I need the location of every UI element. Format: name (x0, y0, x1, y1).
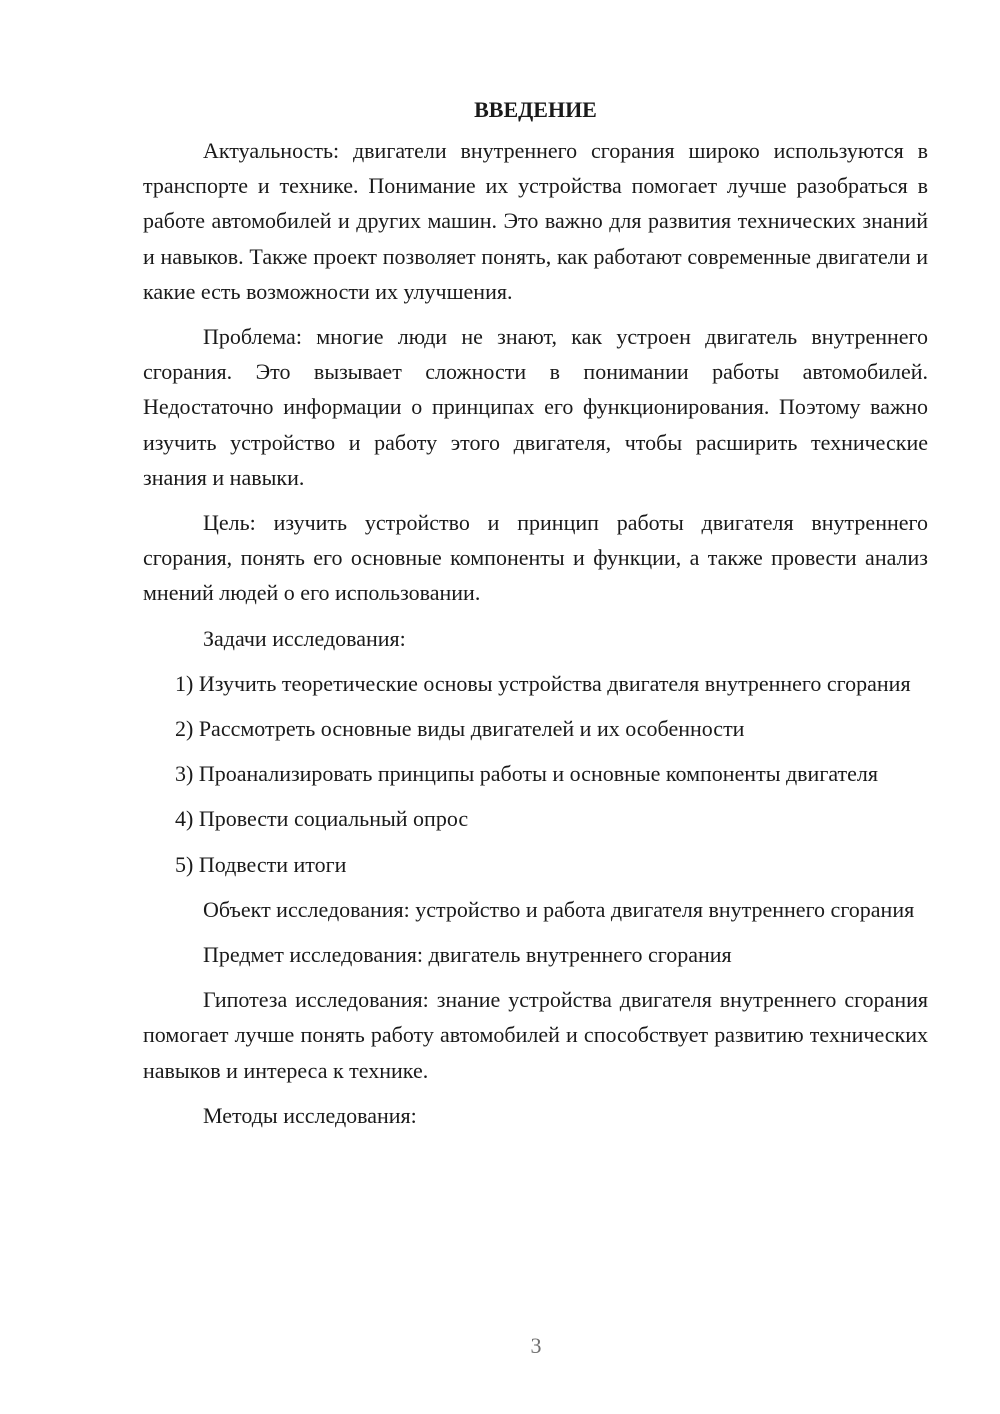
paragraph-tasks-heading: Задачи исследования: (203, 625, 406, 651)
paragraph-hypothesis: Гипотеза исследования: знание устройства двигателя внутреннего сгорания помогает лучше понять работу автомобилей и способствует развитию технических навыков и интереса к технике. (143, 987, 928, 1083)
task-item: 1) Изучить теоретические основы устройства двигателя внутреннего сгорания (175, 670, 911, 696)
paragraph-problem: Проблема: многие люди не знают, как устроен двигатель внутреннего сгорания. Это вызывает сложности в понимании работы автомобилей. Недостаточно информации о принципах его функционирования. Поэтому важно изучить устройство и работу этого двигателя, чтобы расширить технические знания и навыки. (143, 324, 928, 490)
page-content (143, 92, 928, 1143)
task-item: 4) Провести социальный опрос (175, 806, 469, 832)
paragraph-goal: Цель: изучить устройство и принцип работы двигателя внутреннего сгорания, понять его основные компоненты и функции, а также провести анализ мнений людей о его использовании. (143, 510, 928, 606)
paragraph-subject: Предмет исследования: двигатель внутреннего сгорания (203, 942, 732, 968)
section-title: ВВЕДЕНИЕ (474, 97, 597, 122)
task-item: 3) Проанализировать принципы работы и основные компоненты двигателя (175, 761, 879, 787)
paragraph-object: Объект исследования: устройство и работа двигателя внутреннего сгорания (203, 896, 915, 922)
paragraph-relevance: Актуальность: двигатели внутреннего сгорания широко используются в транспорте и технике. Понимание их устройства помогает лучше разобраться в работе автомобилей и других машин. Это важно для развития технических знаний и навыков. Также проект позволяет понять, как работают современные двигатели и какие есть возможности их улучшения. (143, 138, 928, 304)
paragraph-methods: Методы исследования: (203, 1102, 417, 1128)
page-number: 3 (530, 1333, 542, 1358)
task-item: 5) Подвести итоги (175, 851, 347, 877)
task-item: 2) Рассмотреть основные виды двигателей и их особенности (175, 716, 745, 742)
